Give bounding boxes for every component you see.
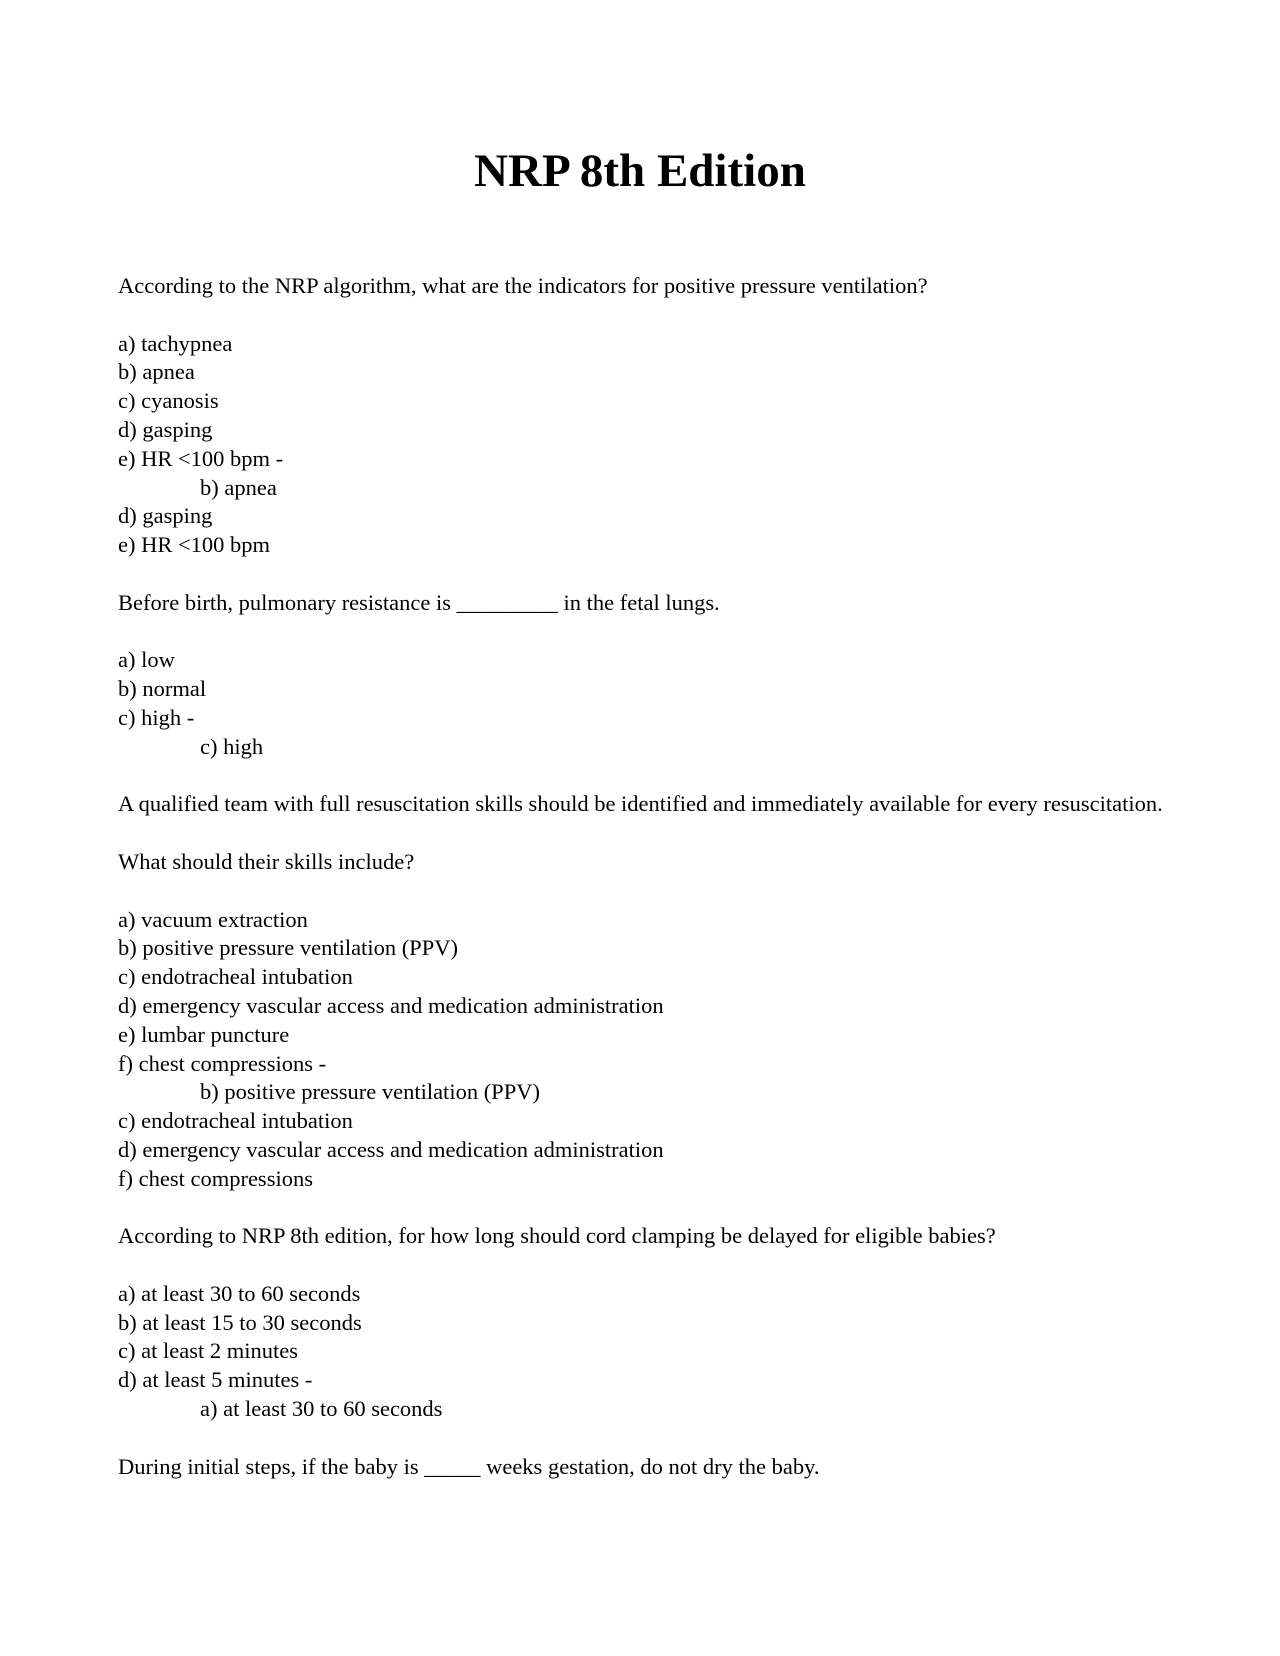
question-2-option-b: b) normal: [118, 676, 207, 702]
question-1-answer-2: d) gasping: [118, 503, 213, 529]
question-5-prompt: During initial steps, if the baby is _____ weeks gestation, do not dry the baby.: [118, 1453, 820, 1479]
document-title: NRP 8th Edition: [474, 145, 806, 197]
question-4-answer-1: a) at least 30 to 60 seconds: [200, 1396, 443, 1422]
question-2-option-c: c) high -: [118, 704, 195, 730]
question-3-option-f: f) chest compressions -: [118, 1050, 327, 1076]
question-1-option-b: b) apnea: [118, 359, 195, 385]
question-3-answer-3: d) emergency vascular access and medication administration: [118, 1136, 664, 1162]
question-1-option-e: e) HR <100 bpm -: [118, 445, 284, 471]
question-3-answer-4: f) chest compressions: [118, 1165, 313, 1191]
question-3-option-a: a) vacuum extraction: [118, 906, 308, 932]
question-3-option-b: b) positive pressure ventilation (PPV): [118, 935, 458, 961]
question-3-prompt: A qualified team with full resuscitation skills should be identified and immediately available for every resuscitation.: [118, 791, 1163, 817]
question-3-answer-2: c) endotracheal intubation: [118, 1108, 353, 1134]
document-body: [118, 272, 1163, 1481]
question-1-option-d: d) gasping: [118, 416, 213, 442]
question-3-subprompt: What should their skills include?: [118, 848, 415, 874]
question-2-answer-1: c) high: [200, 733, 264, 759]
question-1-answer-3: e) HR <100 bpm: [118, 532, 271, 558]
question-1-option-a: a) tachypnea: [118, 330, 233, 356]
question-4-option-d: d) at least 5 minutes -: [118, 1367, 313, 1393]
question-3-option-d: d) emergency vascular access and medication administration: [118, 992, 664, 1018]
question-4-option-b: b) at least 15 to 30 seconds: [118, 1309, 362, 1335]
question-2-prompt: Before birth, pulmonary resistance is _________ in the fetal lungs.: [118, 589, 720, 615]
question-3-answer-1: b) positive pressure ventilation (PPV): [200, 1079, 540, 1105]
question-3-option-e: e) lumbar puncture: [118, 1021, 290, 1047]
question-4-option-a: a) at least 30 to 60 seconds: [118, 1280, 361, 1306]
question-3-option-c: c) endotracheal intubation: [118, 964, 353, 990]
question-2-option-a: a) low: [118, 647, 175, 673]
question-4-prompt: According to NRP 8th edition, for how long should cord clamping be delayed for eligible babies?: [118, 1223, 996, 1249]
question-1-answer-1: b) apnea: [200, 474, 277, 500]
question-4-option-c: c) at least 2 minutes: [118, 1338, 298, 1364]
question-1-option-c: c) cyanosis: [118, 388, 219, 414]
question-1-prompt: According to the NRP algorithm, what are the indicators for positive pressure ventilation?: [118, 273, 928, 298]
